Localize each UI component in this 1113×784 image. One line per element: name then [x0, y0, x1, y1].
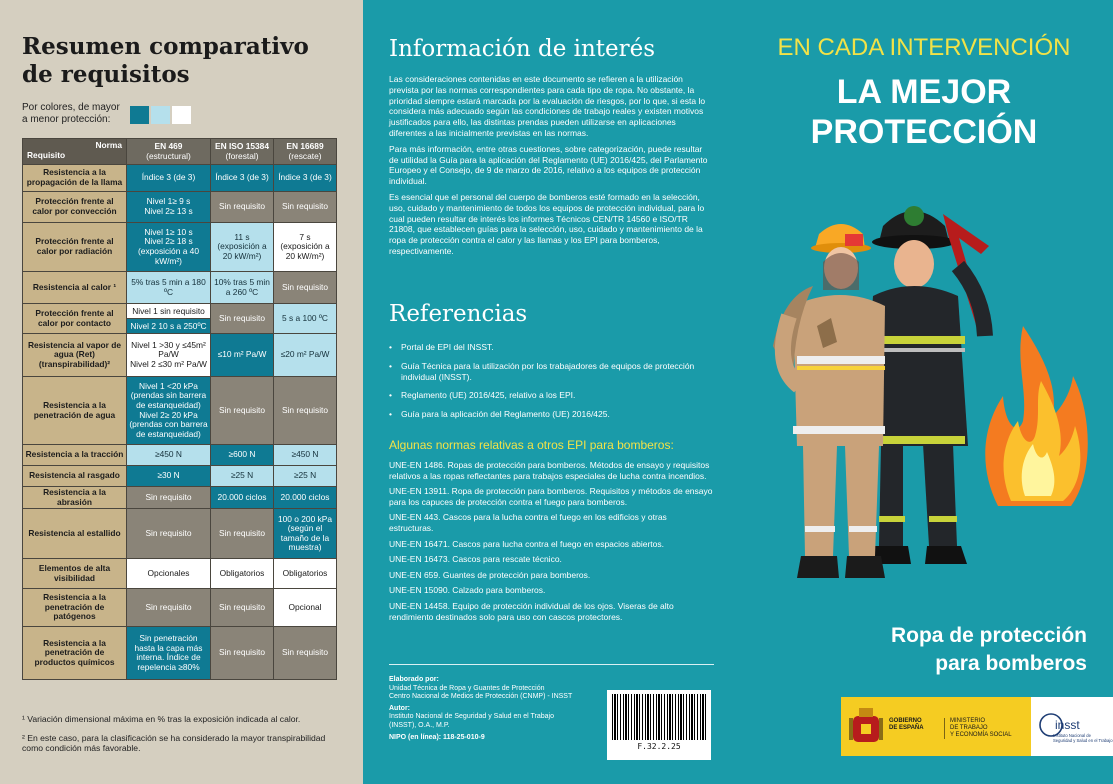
- header-en15384: [211, 139, 274, 165]
- cell-en469: Índice 3 (de 3): [127, 165, 211, 192]
- reference-item[interactable]: • Reglamento (UE) 2016/425, relativo a los EPI.: [389, 390, 713, 401]
- cell-en16689: Sin requisito: [274, 272, 337, 304]
- row-label: Resistencia a la penetración de productos químicos: [23, 627, 127, 680]
- cell-en16689: ≥25 N: [274, 466, 337, 487]
- comparison-panel: [0, 0, 363, 784]
- cell-en469: Nivel 1 <20 kPa (prendas sin barrera de estanqueidad) Nivel 2≥ 20 kPa (prendas con barrera de estanqueidad): [127, 377, 211, 445]
- header-en469: [127, 139, 211, 165]
- cell-en16689: 20.000 ciclos: [274, 487, 337, 509]
- col-code: EN ISO 15384: [214, 140, 269, 151]
- table-row: [23, 466, 337, 487]
- norma-item: UNE-EN 13911. Ropa de protección para bomberos. Requisitos y métodos de ensayo para los capuces de protección contra el fuego para bomberos.: [389, 486, 713, 507]
- autor-line-1: Instituto Nacional de Seguridad y Salud en el Trabajo: [389, 713, 554, 721]
- table-row: [23, 445, 337, 466]
- headline-top: EN CADA INTERVENCIÓN: [777, 34, 1071, 61]
- row-label: Resistencia a la tracción: [23, 445, 127, 466]
- reference-item[interactable]: • Guía para la aplicación del Reglamento (UE) 2016/425.: [389, 409, 713, 420]
- cell-en16689: Sin requisito: [274, 377, 337, 445]
- subtitle-line-2: para bomberos: [935, 652, 1087, 675]
- norma-item: UNE-EN 16471. Cascos para lucha contra el fuego en espacios abiertos.: [389, 538, 664, 549]
- table-row: [23, 487, 337, 509]
- firefighter-female: [773, 224, 885, 578]
- references-title: Referencias: [389, 301, 528, 327]
- row-label: Resistencia al vapor de agua (Ret) (transpirabilidad)²: [23, 334, 127, 377]
- cell-en469: Sin requisito: [127, 509, 211, 559]
- requirements-table: [22, 138, 337, 680]
- cell-en15384: ≥25 N: [211, 466, 274, 487]
- credits: [389, 676, 619, 745]
- insst-text: insst: [1055, 718, 1080, 732]
- row-label: Resistencia al rasgado: [23, 466, 127, 487]
- cell-en16689: Índice 3 (de 3): [274, 165, 337, 192]
- cell-en469: 5% tras 5 min a 180 ºC: [127, 272, 211, 304]
- info-paragraph-2: Para más información, entre otras cuestiones, sobre categorización, puede resultar de utilidad la Guía para la aplicación del Reglamento (UE) 2016/425, del Parlamento Europeo y el Consejo, de 9 de marzo de 2016, relativo a los equipos de protección individual.: [389, 143, 708, 187]
- row-label: Resistencia a la abrasión: [23, 487, 127, 509]
- cell-en15384: 10% tras 5 min a 260 ºC: [211, 272, 274, 304]
- norma-item: UNE-EN 15090. Calzado para bomberos.: [389, 585, 546, 596]
- cell-en16689: Opcional: [274, 589, 337, 627]
- subtitle-line-1: Ropa de protección: [890, 624, 1087, 647]
- cell-en16689: Sin requisito: [274, 627, 337, 680]
- contact-level-2: Nivel 2 10 s a 250ºC: [127, 319, 210, 333]
- cell-en16689: ≥450 N: [274, 445, 337, 466]
- cell-en469: Sin penetración hasta la capa más interna. Índice de repelencia ≥80%: [127, 627, 211, 680]
- cell-en469: Opcionales: [127, 559, 211, 589]
- table-row: [23, 223, 337, 272]
- reference-item[interactable]: • Guía Técnica para la utilización por los trabajadores de equipos de protección individual (INSST).: [389, 361, 713, 383]
- cell-en15384: Sin requisito: [211, 509, 274, 559]
- color-legend: [22, 102, 120, 126]
- cell-en469: Sin requisito: [127, 487, 211, 509]
- table-header-row: [23, 139, 337, 165]
- references-list: [389, 342, 713, 428]
- table-row: [23, 192, 337, 223]
- col-sub: (rescate): [288, 150, 322, 161]
- gobierno-logo: [841, 697, 1031, 756]
- reference-item[interactable]: • Portal de EPI del INSST.: [389, 342, 713, 353]
- header-en16689: [274, 139, 337, 165]
- cell-en15384: Sin requisito: [211, 627, 274, 680]
- cell-en15384: Obligatorios: [211, 559, 274, 589]
- norma-item: UNE-EN 659. Guantes de protección para bomberos.: [389, 569, 591, 580]
- cell-en15384: Sin requisito: [211, 589, 274, 627]
- cell-en15384: ≥600 N: [211, 445, 274, 466]
- contact-level-1: Nivel 1 sin requisito: [127, 304, 210, 319]
- cell-en469: Nivel 1≥ 10 s Nivel 2≥ 18 s (exposición a 40 kW/m²): [127, 223, 211, 272]
- legend-line-1: Por colores, de mayor: [22, 102, 120, 113]
- table-row: [23, 589, 337, 627]
- cell-en16689: Obligatorios: [274, 559, 337, 589]
- swatch-high: [130, 106, 149, 124]
- table-row: [23, 334, 337, 377]
- cell-en16689: 5 s a 100 ºC: [274, 304, 337, 334]
- cell-en16689: ≤20 m² Pa/W: [274, 334, 337, 377]
- info-title: Información de interés: [389, 36, 656, 62]
- barcode-bars: [612, 694, 706, 740]
- elaborado-label: Elaborado por:: [389, 676, 439, 683]
- nipo: NIPO (en línea): 118-25-010-9: [389, 733, 485, 741]
- cell-en15384: 20.000 ciclos: [211, 487, 274, 509]
- cell-en16689: Sin requisito: [274, 192, 337, 223]
- col-code: EN 469: [154, 140, 183, 151]
- cell-en15384: ≤10 m² Pa/W: [211, 334, 274, 377]
- cell-en15384: 11 s (exposición a 20 kW/m²): [211, 223, 274, 272]
- footnote-2: ² En este caso, para la clasificación se ha considerado la mayor transpirabilidad como condición más favorable.: [22, 732, 326, 753]
- insst-subtext: Instituto Nacional de Seguridad y Salud en el Trabajo: [1053, 733, 1113, 743]
- row-label: Resistencia a la penetración de patógenos: [23, 589, 127, 627]
- legend-line-2: a menor protección:: [22, 114, 111, 125]
- cell-en469: ≥450 N: [127, 445, 211, 466]
- table-row: [23, 509, 337, 559]
- header-norma: Norma: [95, 140, 122, 150]
- table-row: [23, 304, 337, 334]
- cell-en16689: 100 o 200 kPa (según el tamaño de la muestra): [274, 509, 337, 559]
- table-row: [23, 272, 337, 304]
- cell-en469: Nivel 1≥ 9 s Nivel 2≥ 13 s: [127, 192, 211, 223]
- row-label: Protección frente al calor por radiación: [23, 223, 127, 272]
- comparison-title: [22, 33, 309, 89]
- footnote-1: ¹ Variación dimensional máxima en % tras la exposición indicada al calor.: [22, 714, 301, 724]
- legend-swatches: [130, 106, 191, 124]
- info-text: [389, 74, 713, 262]
- col-code: EN 16689: [286, 140, 324, 151]
- swatch-medium: [151, 106, 170, 124]
- row-label: Resistencia a la penetración de agua: [23, 377, 127, 445]
- logo-strip: [841, 697, 1113, 756]
- info-paragraph-1: Las consideraciones contenidas en este documento se refieren a la utilización prevista por las normas correspondientes para cada tipo de ropa. No obstante, la prioridad siempre estará marcada por la evaluación de riesgos, por lo que, si esta lo considera más adecuado según las condiciones de trabajo reales y existen motivos justificados para ello, las distintas prendas pueden utilizarse en aplicaciones diferentes a las inicialmente previstas en las normas.: [389, 74, 706, 138]
- header-corner: [23, 139, 127, 165]
- autor-label: Autor:: [389, 704, 410, 712]
- gobierno-text: GOBIERNO DE ESPAÑA: [889, 718, 924, 731]
- cover-panel: [735, 0, 1113, 784]
- cell-en15384: Sin requisito: [211, 192, 274, 223]
- swatch-low: [172, 106, 191, 124]
- barcode: [607, 690, 711, 760]
- norma-item: UNE-EN 16473. Cascos para rescate técnico.: [389, 554, 562, 565]
- table-row: [23, 627, 337, 680]
- cell-en469: Nivel 1 >30 y ≤45m² Pa/W Nivel 2 ≤30 m² Pa/W: [127, 334, 211, 377]
- ministerio-text: MINISTERIO DE TRABAJO Y ECONOMÍA SOCIAL: [944, 718, 1012, 739]
- table-row: [23, 377, 337, 445]
- row-label: Protección frente al calor por contacto: [23, 304, 127, 334]
- info-paragraph-3: Es esencial que el personal del cuerpo de bomberos esté formado en la selección, uso, cuidado y mantenimiento de todos los equipos de protección individual, para lo cual pueden resultar de interés los informes Técnicos CEN/TR 14560 e ISO/TR 21808, que establecen guías para la selección, uso, cuidado y mantenimiento de la ropa de protección contra el calor y las llamas y los EPI para bomberos, respectivamente.: [389, 191, 705, 256]
- elaborado-line-1: Unidad Técnica de Ropa y Guantes de Protección: [389, 684, 545, 692]
- barcode-number: F.32.2.25: [637, 742, 681, 751]
- headline-line-1: LA MEJOR: [836, 73, 1012, 111]
- norma-item: UNE-EN 1486. Ropas de protección para bomberos. Métodos de ensayo y requisitos relativos a las ropas reflectantes para trabajos especiales de lucha contra incendios.: [389, 460, 710, 481]
- title-line-2: de requisitos: [22, 61, 190, 88]
- normas-title: Algunas normas relativas a otros EPI para bomberos:: [389, 438, 674, 452]
- info-panel: [363, 0, 735, 784]
- cell-en15384: Sin requisito: [211, 377, 274, 445]
- divider: [389, 664, 714, 665]
- row-label: Resistencia a la propagación de la llama: [23, 165, 127, 192]
- cover-subtitle: [891, 622, 1087, 678]
- cell-en15384: Sin requisito: [211, 304, 274, 334]
- title-line-1: Resumen comparativo: [22, 33, 309, 60]
- header-requisito: Requisito: [27, 150, 66, 161]
- coat-of-arms-icon: [849, 706, 883, 746]
- norma-item: UNE-EN 14458. Equipo de protección individual de los ojos. Viseras de alto rendimiento destinados solo para uso con cascos protectores.: [389, 600, 674, 622]
- firefighters-illustration: [753, 186, 1093, 606]
- cell-en16689: 7 s (exposición a 20 kW/m²): [274, 223, 337, 272]
- cell-en469: ≥30 N: [127, 466, 211, 487]
- row-label: Resistencia al calor ¹: [23, 272, 127, 304]
- autor-line-2: (INSST), O.A., M.P.: [389, 721, 450, 729]
- col-sub: (forestal): [225, 150, 259, 161]
- normas-list: [389, 460, 713, 627]
- norma-item: UNE-EN 443. Cascos para la lucha contra el fuego en los edificios y otras estructuras.: [389, 512, 667, 533]
- headline-main: [735, 72, 1113, 152]
- col-sub: (estructural): [146, 150, 191, 161]
- cell-en469: [127, 304, 211, 334]
- elaborado-line-2: Centro Nacional de Medios de Protección (CNMP) - INSST: [389, 693, 573, 701]
- cell-en15384: Índice 3 (de 3): [211, 165, 274, 192]
- cell-en469: Sin requisito: [127, 589, 211, 627]
- footnotes: [22, 714, 344, 762]
- row-label: Resistencia al estallido: [23, 509, 127, 559]
- row-label: Protección frente al calor por convección: [23, 192, 127, 223]
- flame-icon: [985, 326, 1087, 506]
- table-row: [23, 165, 337, 192]
- row-label: Elementos de alta visibilidad: [23, 559, 127, 589]
- headline-line-2: PROTECCIÓN: [810, 113, 1038, 151]
- table-row: [23, 559, 337, 589]
